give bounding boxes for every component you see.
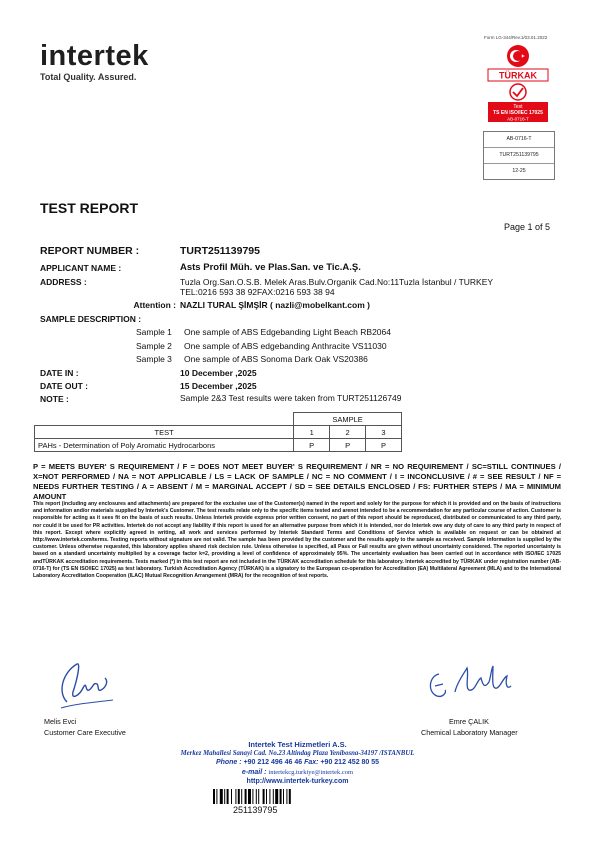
sample-1-desc: One sample of ABS Edgebanding Light Beach RB2064 [184,327,391,337]
barcode-bar [273,789,274,804]
sample-description-label: SAMPLE DESCRIPTION : [40,314,142,324]
result-3: P [366,439,402,452]
right-signature [425,662,525,707]
left-signatory-title: Customer Care Executive [44,728,126,737]
form-code: Form LG-344/Rev.1/03.01.2022 [484,35,548,40]
fax-number: +90 212 452 80 55 [320,759,380,766]
barcode-bar [266,789,267,804]
barcode-number: 251139795 [233,805,278,815]
barcode-bar [224,789,225,804]
address-label: ADDRESS : [40,277,87,287]
barcode-bar [283,789,284,804]
report-number-label: REPORT NUMBER : [40,245,140,257]
footer-company: Intertek Test Hizmetleri A.S. [248,740,347,749]
date-in: 10 December ,2025 [180,368,257,378]
footer-email-line [0,769,595,776]
barcode-bar [231,789,232,804]
result-1: P [294,439,330,452]
turkak-test-label: Test [513,104,523,110]
address-line-1: Tuzla Org.San.O.S.B. Melek Aras.Bulv.Organik Cad.No:11Tuzla İstanbul / TURKEY [180,277,494,287]
attention-value: NAZLI TURAL ŞİMŞİR ( nazli@mobelkant.com ) [180,300,370,310]
date-out-label: DATE OUT : [40,381,89,391]
table-row [35,439,402,452]
barcode-bar [289,789,291,804]
sample-3-desc: One sample of ABS Sonoma Dark Oak VS20386 [184,354,368,364]
sample-2-id: Sample 2 [136,341,172,351]
applicant-label: APPLICANT NAME : [40,263,122,273]
barcode-bar [263,789,265,804]
phone-number: +90 212 496 46 46 [243,759,303,766]
barcode-bar [227,789,229,804]
sample-col-1: 1 [294,426,330,439]
intertek-logo: intertek [40,40,149,72]
report-number: TURT251139795 [180,245,260,257]
date-in-label: DATE IN : [40,368,79,378]
footer-website[interactable]: http://www.intertek-turkey.com [246,778,349,785]
footer-address: Merkez Mahallesi Sanayi Cad. No.23 Altindag Plaza Yenibosna-34197 /ISTANBUL [180,750,415,757]
phone-label: Phone : [215,759,242,766]
footer-contact [0,759,595,766]
test-header: TEST [35,426,294,439]
accreditation-number: AB-0716-T [484,132,554,148]
page-title: TEST REPORT [40,200,139,216]
left-signatory-name: Melis Evci [44,717,77,726]
logo-tagline: Total Quality. Assured. [40,72,137,82]
barcode-bar [213,789,215,804]
test-name: PAHs - Determination of Poly Aromatic Hydrocarbons [35,439,294,452]
barcode-bar [280,789,282,804]
sample-1-id: Sample 1 [136,327,172,337]
barcode-bar [248,789,251,804]
barcode-bar [238,789,240,804]
turkak-brand: TÜRKAK [499,70,537,81]
email-link[interactable]: intertekcg.turkiye@intertek.com [268,769,354,776]
results-table [34,412,402,452]
disclaimer: This report (including any enclosures and attachments) are prepared for the exclusive use of the Customer(s) named in the report and solely for the purpose for which it is provided and on the basis of instructions and information and/or materials supplied by Intertek's Customer. The test results relate only to the specific items tested and arenot intended to be a recommendation for any particular course of action. Customer is responsible for acting as it sees fit on the basis of such results. Unless Intertek provide express prior written consent, no part of this report should be reproduced, distributed or communicated to any third party, nor could it be used for PR activities. Intertek do not accept any liability if this report is used for an alternative purpose from which it is intended, nor do Intertek owe any duty of care to any third party in respect of this report. Except where explicitly agreed in writing, all work and services performed by Intertek Standard Terms and Conditions of Service which is available on request or can be obtained at http://www.intertek.com/terms. Testing reports without signature are not valid. The sample has been provided by the customer and the results apply to the sample as received. Sample information is supplied by the customer. Unless otherwise requested, this laboratory applies shared risk decision rule. Unless otherwise is specified, all Pass or Fail results are given without uncertainty considered. The reported uncertainty is based on a standard uncertainty multiplied by a coverage factor k=2, providing a level of confidence of approximately 95%. The uncertainty evaluation has been carried out in accordance with ISO/IEC 17025 andTÜRKAK accreditation requirements. Tests marked (*) in this test report are not included in the TÜRKAK accreditation schedule for this laboratory. Intertek accredited by TÜRKAK under registration number (AB-0716-T) for (TS EN ISO/IEC 17025) as test laboratory. Turkish Accreditation Agency (TÜRKAK) is a signatory to the European co-operation for Accreditation (EA) Multilateral Agreement (MLA) and to the International Laboratory Accreditation Cooperation (ILAC) Mutual Recognition Arrangement (MRA) for the recognition of test reports. [33,501,561,580]
barcode-bar [258,789,259,804]
barcode-bar [286,789,287,804]
email-label: e-mail : [241,769,267,776]
barcode-bar [245,789,247,804]
left-signature [55,652,120,712]
sample-3-id: Sample 3 [136,354,172,364]
barcode-bar [252,789,253,804]
barcode-bar [220,789,223,804]
page-number: Page 1 of 5 [504,222,551,232]
sample-col-2: 2 [330,426,366,439]
accreditation-date: 12-25 [512,168,526,174]
sample-header: SAMPLE [294,413,402,426]
barcode-bar [241,789,242,804]
fax-label: Fax: [304,759,319,766]
turkak-accreditation-logo [485,42,551,126]
right-signatory-name: Emre ÇALIK [449,717,489,726]
result-legend: P = MEETS BUYER' S REQUIREMENT / F = DOES NOT MEET BUYER' S REQUIREMENT / NR = NO REQUIREMENT / SC=STILL CONTINUES / X=NOT PERFORMED / NA = NOT APPLICABLE / LS = LACK OF SAMPLE / NC = NO COMMENT / I = INCONCLUSIVE / # = SEE RESULT / NF = NEEDS FURTHER TESTING / A = ABSENT / M = MARGINAL ACCEPT / SD = SEE DETAILS ENCLOSED / FS: FURTHER STEPS / MA = MINIMUM AMOUNT [33,462,561,501]
date-out: 15 December ,2025 [180,381,257,391]
barcode [213,789,313,804]
sample-2-desc: One sample of ABS edgebanding Anthracite VS11030 [184,341,387,351]
address-line-2: TEL:0216 593 38 92FAX:0216 593 38 94 [180,287,335,297]
barcode-bar [235,789,236,804]
attention-label: Attention : [133,300,176,310]
turkak-number: AB-0716-T [507,116,529,122]
result-2: P [330,439,366,452]
turkak-standard: TS EN ISO/IEC 17025 [493,110,543,116]
accreditation-report-no: TURT251139795 [484,148,554,164]
applicant-name: Asts Profil Müh. ve Plas.San. ve Tic.A.Ş. [180,262,361,273]
barcode-bar [256,789,257,804]
barcode-bar [216,789,217,804]
note-label: NOTE : [40,394,69,404]
note-value: Sample 2&3 Test results were taken from TURT251126749 [180,393,402,403]
barcode-bar [269,789,270,804]
right-signatory-title: Chemical Laboratory Manager [421,728,518,737]
barcode-bar [275,789,278,804]
sample-col-3: 3 [366,426,402,439]
accreditation-box [483,131,555,180]
